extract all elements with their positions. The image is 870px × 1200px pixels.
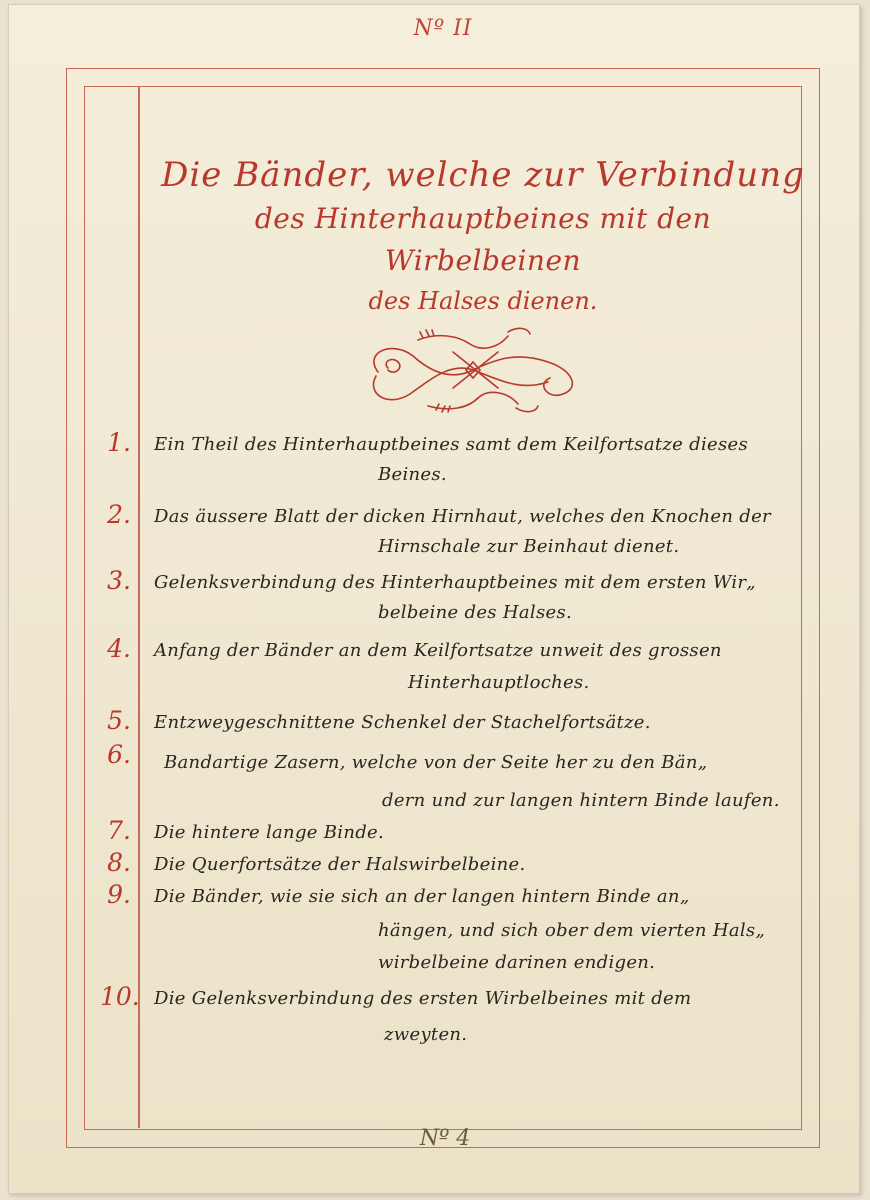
entry-number: 3. (107, 566, 131, 595)
page-number: Nº II (413, 16, 473, 41)
entry-text-line: hängen, und sich ober dem vierten Hals„ (378, 920, 766, 941)
entry-number: 10. (100, 982, 140, 1011)
entry-text-line: wirbelbeine darinen endigen. (378, 952, 656, 973)
entry-text-line: Die Querfortsätze der Halswirbelbeine. (154, 854, 526, 875)
entry-text-line: Gelenksverbindung des Hinterhauptbeines mit dem ersten Wir„ (154, 572, 756, 593)
entry-number: 1. (107, 428, 131, 457)
paper-sheet (8, 4, 860, 1194)
entry-text-line: Das äussere Blatt der dicken Hirnhaut, welches den Knochen der (154, 506, 771, 527)
entry-text-line: belbeine des Halses. (378, 602, 572, 623)
entry-text-line: Die Bänder, wie sie sich an der langen hintern Binde an„ (154, 886, 690, 907)
entry-text-line: Die hintere lange Binde. (154, 822, 385, 843)
page-title (158, 152, 808, 320)
entry-text-line: Hinterhauptloches. (408, 672, 590, 693)
title-line-3: des Halses dienen. (368, 287, 598, 315)
entry-number: 8. (107, 848, 131, 877)
entry-text-line: Entzweygeschnittene Schenkel der Stachelfortsätze. (154, 712, 651, 733)
entry-text-line: dern und zur langen hintern Binde laufen. (382, 790, 780, 811)
entry-text-line: Anfang der Bänder an dem Keilfortsatze unweit des grossen (154, 640, 722, 661)
entry-text-line: Hirnschale zur Beinhaut dienet. (378, 536, 680, 557)
entry-number: 5. (107, 706, 131, 735)
entry-number: 4. (107, 634, 131, 663)
entry-text-line: zweyten. (384, 1024, 468, 1045)
title-line-1: Die Bänder, welche zur Verbindung (161, 155, 805, 195)
catchword-sheet-number: Nº 4 (419, 1126, 471, 1151)
entry-text-line: Beines. (378, 464, 447, 485)
entry-number: 2. (107, 500, 131, 529)
entry-text-line: Bandartige Zasern, welche von der Seite her zu den Bän„ (164, 752, 708, 773)
entry-number: 7. (107, 816, 131, 845)
entry-number: 9. (107, 880, 131, 909)
entry-number: 6. (107, 740, 131, 769)
calligraphic-flourish-ornament (358, 322, 588, 418)
title-line-2: des Hinterhauptbeines mit den Wirbelbeinen (254, 202, 712, 277)
entry-text-line: Die Gelenksverbindung des ersten Wirbelbeines mit dem (154, 988, 692, 1009)
margin-rule (138, 86, 140, 1128)
entry-text-line: Ein Theil des Hinterhauptbeines samt dem Keilfortsatze dieses (154, 434, 749, 455)
